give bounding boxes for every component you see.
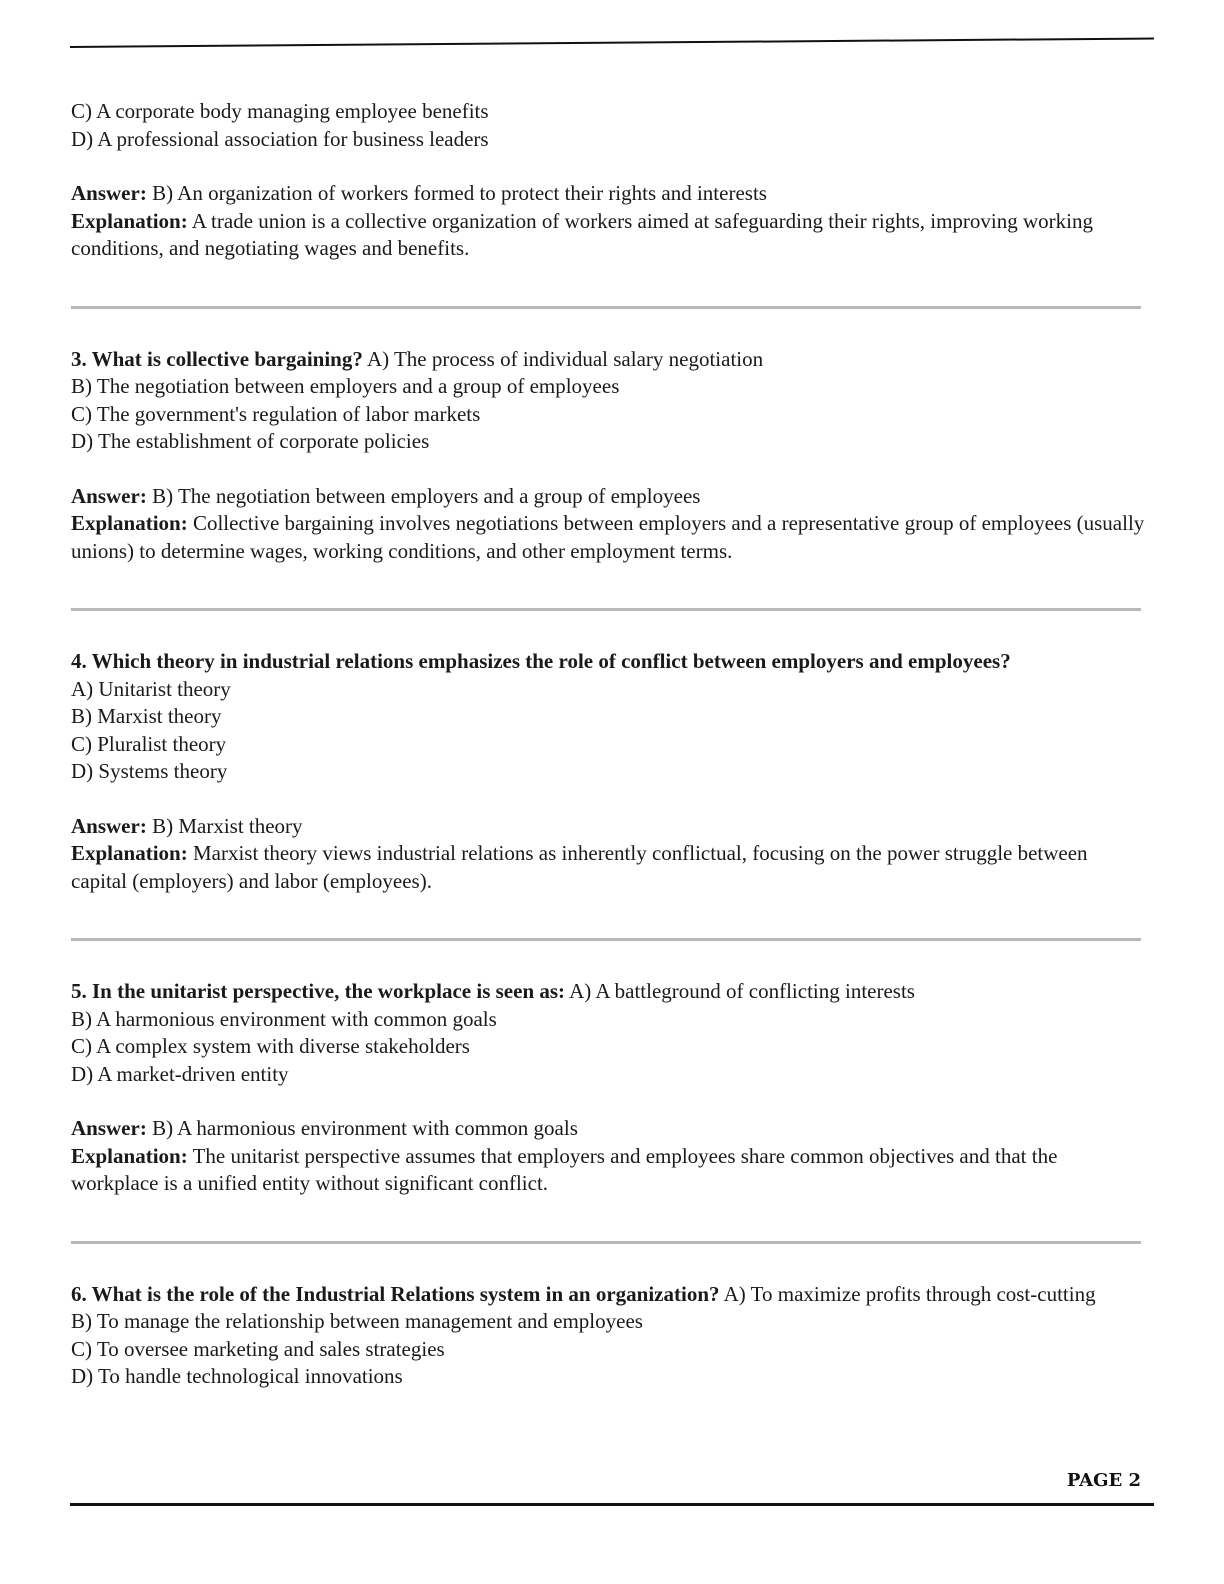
q6-option-d: D) To handle technological innovations [71,1364,403,1388]
question-3 [71,346,1146,566]
answer-label: Answer: [71,181,147,205]
q3-question [71,346,1146,374]
answer-text: B) The negotiation between employers and a group of employees [146,483,701,508]
q5-explanation [71,1143,1146,1198]
question-5 [71,978,1146,1198]
q5-option-b: B) A harmonious environment with common goals [71,1006,497,1031]
q4-answer [71,813,1146,841]
q4-option-a: A) Unitarist theory [71,676,231,701]
q5-question [71,978,1146,1006]
question-text: 6. What is the role of the Industrial Relations system in an organization? [71,1281,720,1306]
answer-text: B) Marxist theory [146,813,303,838]
q2-answer [71,180,1146,208]
q3-option-c: C) The government's regulation of labor markets [71,401,481,426]
question-text: 5. In the unitarist perspective, the workplace is seen as: [71,979,566,1003]
q2-explanation [71,208,1146,263]
answer-label: Answer: [71,813,147,838]
q2-option-c: C) A corporate body managing employee benefits [71,99,489,123]
question-text: 3. What is collective bargaining? [71,346,363,371]
explanation-label: Explanation: [71,511,188,535]
question-6 [71,1281,1146,1391]
answer-text: B) An organization of workers formed to protect their rights and interests [146,181,767,205]
q3-option-d: D) The establishment of corporate policies [71,429,430,453]
q4-question: 4. Which theory in industrial relations emphasizes the role of conflict between employers and employees? [71,649,1011,673]
q6-question [71,1281,1146,1309]
header-rule [70,37,1154,48]
explanation-label: Explanation: [71,1143,188,1168]
answer-label: Answer: [71,483,147,508]
q3-option-b: B) The negotiation between employers and a group of employees [71,374,620,398]
explanation-label: Explanation: [71,208,188,233]
explanation-label: Explanation: [71,841,188,865]
q3-explanation [71,510,1146,565]
q5-option-d: D) A market-driven entity [71,1061,289,1086]
q4-option-d: D) Systems theory [71,759,228,783]
q4-option-b: B) Marxist theory [71,704,222,728]
q3-option-a: A) The process of individual salary negotiation [362,346,764,371]
explanation-text: Marxist theory views industrial relations as inherently conflictual, focusing on the power struggle between capital (employers) and labor (employees). [71,841,1088,893]
q4-explanation [71,840,1146,895]
q4-option-c: C) Pluralist theory [71,731,227,756]
page-number: PAGE 2 [1066,1470,1141,1491]
footer-rule [70,1503,1154,1506]
q2-option-d: D) A professional association for business leaders [71,126,489,151]
answer-label: Answer: [71,1116,147,1140]
q3-answer [71,483,1146,511]
q6-option-b: B) To manage the relationship between management and employees [71,1309,643,1333]
question-2-tail [71,98,1146,263]
q5-answer [71,1115,1146,1143]
explanation-text: The unitarist perspective assumes that employers and employees share common objectives and that the workplace is a unified entity without significant conflict. [71,1143,1058,1195]
explanation-text: Collective bargaining involves negotiations between employers and a representative group of employees (usually unions) to determine wages, working conditions, and other employment terms. [71,511,1145,563]
explanation-text: A trade union is a collective organization of workers aimed at safeguarding their rights, improving working conditions, and negotiating wages and benefits. [71,208,1093,260]
answer-text: B) A harmonious environment with common goals [146,1116,578,1140]
q5-option-c: C) A complex system with diverse stakeholders [71,1034,470,1058]
q5-option-a: A) A battleground of conflicting interests [565,979,915,1003]
question-4 [71,648,1146,895]
q6-option-a: A) To maximize profits through cost-cutting [719,1281,1096,1306]
q6-option-c: C) To oversee marketing and sales strategies [71,1336,445,1361]
page-content [71,98,1146,1391]
